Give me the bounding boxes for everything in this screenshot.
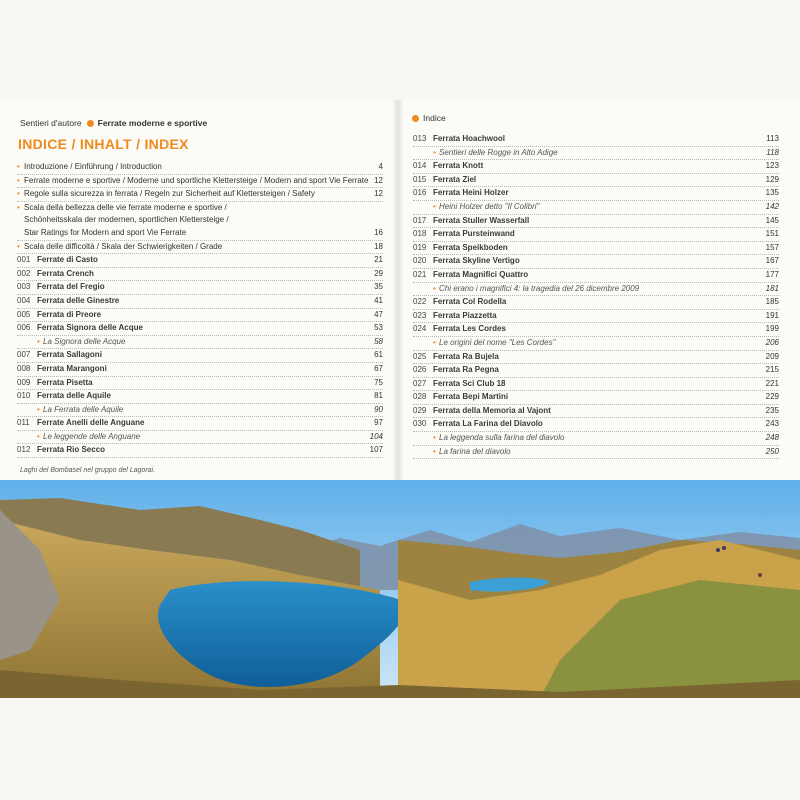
toc-entry-story	[413, 432, 779, 446]
toc-entry-number: 015	[413, 174, 427, 184]
toc-entry-number: 010	[17, 391, 31, 401]
toc-entry-ferrata	[17, 390, 383, 404]
toc-entry-ferrata	[17, 377, 383, 391]
orange-bullet-icon: •	[433, 283, 436, 293]
toc-entry-number: 017	[413, 215, 427, 225]
toc-entry-label: Le origini del nome "Les Cordes"	[439, 337, 556, 347]
orange-bullet-icon: •	[17, 241, 20, 251]
toc-entry-number: 019	[413, 242, 427, 252]
toc-entry-ferrata	[17, 322, 383, 336]
toc-entry-story	[17, 404, 383, 418]
running-head-title: Indice	[423, 113, 446, 123]
toc-entry-intro	[17, 188, 383, 202]
toc-entry-ferrata	[17, 309, 383, 323]
orange-bullet-icon: •	[17, 202, 20, 212]
toc-entry-ferrata	[413, 405, 779, 419]
toc-entry-number: 006	[17, 323, 31, 333]
toc-entry-ferrata	[413, 174, 779, 188]
toc-entry-ferrata	[17, 268, 383, 282]
index-title: INDICE / INHALT / INDEX	[18, 136, 189, 152]
toc-entry-label: Ferrata delle Aquile	[37, 391, 111, 401]
toc-entry-ferrata	[413, 323, 779, 337]
toc-entry-ferrata	[17, 295, 383, 309]
running-head-author: Sentieri d'autore	[20, 118, 82, 128]
toc-entry-ferrata	[413, 269, 779, 283]
toc-entry-page: 129	[765, 174, 779, 184]
toc-entry-page: 61	[374, 350, 383, 360]
toc-entry-page: 167	[765, 256, 779, 266]
toc-entry-page: 199	[765, 324, 779, 334]
toc-entry-page: 248	[765, 433, 779, 443]
lake-landscape-illustration	[0, 480, 800, 698]
toc-entry-ferrata	[413, 228, 779, 242]
toc-entry-label: Ferrata Ziel	[433, 174, 477, 184]
toc-entry-page: 12	[374, 175, 383, 185]
toc-entry-label: Schönheitsskala der modernen, sportlichen Klettersteige /	[24, 215, 229, 225]
toc-entry-label: Ferrata Col Rodella	[433, 297, 507, 307]
orange-bullet-icon: •	[17, 189, 20, 199]
toc-entry-label: Ferrate Anelli delle Anguane	[37, 418, 145, 428]
toc-entry-page: 206	[765, 337, 779, 347]
toc-entry-page: 235	[765, 405, 779, 415]
toc-entry-number: 001	[17, 255, 31, 265]
orange-bullet-icon: •	[17, 162, 20, 171]
toc-entry-ferrata	[413, 255, 779, 269]
toc-entry-number: 029	[413, 405, 427, 415]
toc-entry-label: Ferrata Crench	[37, 268, 94, 278]
toc-entry-label: La leggenda sulla farina del diavolo	[439, 433, 565, 443]
toc-entry-number: 012	[17, 445, 31, 455]
toc-entry-page: 16	[374, 227, 383, 237]
toc-entry-page: 21	[374, 255, 383, 265]
toc-entry-number: 028	[413, 392, 427, 402]
toc-entry-intro-cont	[17, 227, 383, 241]
toc-entry-label: Heini Holzer detto "Il Colibri"	[439, 201, 540, 211]
toc-entry-page: 47	[374, 309, 383, 319]
photo-caption: Laghi del Bombasel nel gruppo del Lagorai.	[20, 467, 156, 474]
toc-entry-page: 142	[765, 201, 779, 211]
toc-entry-number: 027	[413, 378, 427, 388]
toc-entry-number: 020	[413, 256, 427, 266]
toc-entry-page: 191	[765, 310, 779, 320]
toc-entry-label: Ferrata Piazzetta	[433, 310, 497, 320]
toc-entry-page: 107	[369, 445, 383, 455]
toc-entry-page: 157	[765, 242, 779, 252]
toc-entry-label: Ferrata Knott	[433, 161, 484, 171]
orange-bullet-icon: •	[37, 431, 40, 441]
toc-entry-intro	[17, 161, 383, 175]
toc-entry-label: Ferrata di Preore	[37, 309, 102, 319]
toc-entry-label: Introduzione / Einführung / Introduction	[24, 162, 162, 171]
toc-entry-ferrata	[17, 444, 383, 458]
toc-entry-label: Ferrata Signora delle Acque	[37, 323, 143, 333]
toc-entry-intro	[17, 175, 383, 189]
toc-entry-number: 009	[17, 377, 31, 387]
toc-entry-page: 41	[374, 295, 383, 305]
toc-entry-ferrata	[413, 351, 779, 365]
toc-entry-label: Ferrata Ra Pegna	[433, 365, 499, 375]
toc-entry-ferrata	[17, 349, 383, 363]
toc-entry-page: 75	[374, 377, 383, 387]
toc-entry-label: La Signora delle Acque	[43, 336, 126, 346]
toc-entry-page: 29	[374, 268, 383, 278]
toc-entry-page: 229	[765, 392, 779, 402]
toc-entry-story	[413, 283, 779, 297]
toc-entry-page: 145	[765, 215, 779, 225]
toc-entry-ferrata	[413, 296, 779, 310]
toc-entry-ferrata	[17, 254, 383, 268]
orange-bullet-icon: •	[37, 404, 40, 414]
orange-bullet-icon: •	[433, 446, 436, 456]
toc-entry-intro	[17, 202, 383, 215]
toc-entry-label: Ferrata Sallagoni	[37, 350, 102, 360]
toc-entry-label: La Ferrata delle Aquile	[43, 404, 124, 414]
toc-entry-ferrata	[413, 133, 779, 147]
toc-entry-label: Ferrata Stuller Wasserfall	[433, 215, 530, 225]
toc-entry-page: 104	[369, 431, 383, 441]
toc-entry-number: 002	[17, 268, 31, 278]
table-of-contents-left	[17, 161, 383, 458]
toc-entry-label: Ferrata Ra Bujela	[433, 351, 499, 361]
toc-entry-number: 016	[413, 188, 427, 198]
toc-entry-label: Ferrata delle Ginestre	[37, 295, 120, 305]
toc-entry-label: Ferrata Marangoni	[37, 363, 107, 373]
toc-entry-story	[413, 446, 779, 460]
toc-entry-story	[413, 147, 779, 161]
toc-entry-ferrata	[413, 364, 779, 378]
toc-entry-page: 12	[374, 189, 383, 199]
toc-entry-number: 030	[413, 419, 427, 429]
right-running-head	[412, 113, 446, 123]
toc-entry-label: Ferrate moderne e sportive / Moderne und sportliche Klettersteige / Modern and sport Vie Ferrate	[24, 175, 369, 185]
toc-entry-label: La farina del diavolo	[439, 446, 511, 456]
toc-entry-intro-cont	[17, 214, 383, 227]
toc-entry-label: Ferrata La Farina del Diavolo	[433, 419, 543, 429]
toc-entry-number: 011	[17, 418, 30, 428]
toc-entry-number: 005	[17, 309, 31, 319]
toc-entry-story	[413, 201, 779, 215]
toc-entry-label: Scala delle difficoltà / Skala der Schwierigkeiten / Grade	[24, 241, 223, 251]
toc-entry-page: 177	[765, 269, 779, 279]
toc-entry-label: Ferrata della Memoria al Vajont	[433, 405, 551, 415]
toc-entry-number: 022	[413, 297, 427, 307]
orange-bullet-icon	[87, 120, 94, 127]
toc-entry-label: Ferrata Sci Club 18	[433, 378, 506, 388]
toc-entry-page: 151	[765, 229, 779, 239]
toc-entry-number: 014	[413, 161, 427, 171]
toc-entry-story	[17, 336, 383, 350]
toc-entry-label: Ferrata Les Cordes	[433, 324, 506, 334]
toc-entry-page: 53	[374, 323, 383, 333]
toc-entry-number: 021	[413, 269, 427, 279]
toc-entry-page: 35	[374, 282, 383, 292]
toc-entry-number: 007	[17, 350, 31, 360]
toc-entry-ferrata	[413, 391, 779, 405]
toc-entry-label: Star Ratings for Modern and sport Vie Ferrate	[24, 227, 187, 237]
toc-entry-page: 18	[374, 241, 383, 251]
toc-entry-page: 221	[765, 378, 779, 388]
toc-entry-story	[413, 337, 779, 351]
toc-entry-ferrata	[17, 363, 383, 377]
orange-bullet-icon: •	[17, 175, 20, 185]
toc-entry-page: 181	[765, 283, 779, 293]
toc-entry-number: 008	[17, 363, 31, 373]
toc-entry-page: 4	[378, 162, 383, 171]
toc-entry-label: Ferrata del Fregio	[37, 282, 105, 292]
toc-entry-ferrata	[413, 160, 779, 174]
book-gutter	[392, 100, 404, 480]
orange-bullet-icon: •	[433, 337, 436, 347]
toc-entry-page: 215	[765, 365, 779, 375]
toc-entry-label: Ferrate di Casto	[37, 255, 98, 265]
toc-entry-number: 004	[17, 295, 31, 305]
toc-entry-label: Ferrata Speikboden	[433, 242, 508, 252]
orange-bullet-icon: •	[433, 201, 436, 211]
toc-entry-label: Le leggende delle Anguane	[43, 431, 141, 441]
toc-entry-number: 003	[17, 282, 31, 292]
toc-entry-label: Ferrata Pisetta	[37, 377, 93, 387]
table-of-contents-right	[413, 133, 779, 459]
toc-entry-ferrata	[17, 281, 383, 295]
orange-bullet-icon: •	[433, 433, 436, 443]
toc-entry-number: 013	[413, 134, 427, 143]
orange-bullet-icon: •	[37, 336, 40, 346]
toc-entry-ferrata	[413, 310, 779, 324]
toc-entry-page: 67	[374, 363, 383, 373]
toc-entry-story	[17, 431, 383, 445]
toc-entry-ferrata	[17, 417, 383, 431]
toc-entry-label: Ferrata Bepi Martini	[433, 392, 509, 402]
toc-entry-label: Ferrata Magnifici Quattro	[433, 269, 529, 279]
toc-entry-label: Regole sulla sicurezza in ferrata / Regeln zur Sicherheit auf Klettersteigen / Safety	[24, 189, 315, 199]
toc-entry-page: 243	[765, 419, 779, 429]
toc-entry-label: Chi erano i magnifici 4: la tragedia del 26 dicembre 2009	[439, 283, 640, 293]
toc-entry-page: 58	[374, 336, 383, 346]
toc-entry-page: 250	[765, 446, 779, 456]
toc-entry-label: Sentieri delle Rogge in Alto Adige	[439, 147, 558, 157]
toc-entry-label: Ferrata Skyline Vertigo	[433, 256, 520, 266]
toc-entry-ferrata	[413, 242, 779, 256]
toc-entry-page: 185	[765, 297, 779, 307]
toc-entry-page: 209	[765, 351, 779, 361]
toc-entry-page: 113	[766, 134, 779, 143]
toc-entry-label: Ferrata Rio Secco	[37, 445, 106, 455]
toc-entry-page: 135	[765, 188, 779, 198]
toc-entry-number: 026	[413, 365, 427, 375]
toc-entry-intro	[17, 241, 383, 255]
toc-entry-page: 123	[765, 161, 779, 171]
toc-entry-ferrata	[413, 187, 779, 201]
toc-entry-number: 024	[413, 324, 427, 334]
orange-bullet-icon: •	[433, 147, 436, 157]
toc-entry-label: Ferrata Heini Holzer	[433, 188, 509, 198]
toc-entry-number: 018	[413, 229, 427, 239]
toc-entry-number: 023	[413, 310, 427, 320]
toc-entry-page: 90	[374, 404, 383, 414]
panorama-photo	[0, 480, 800, 698]
running-head-section: Ferrate moderne e sportive	[97, 118, 208, 128]
left-running-head	[20, 118, 207, 128]
orange-bullet-icon	[412, 115, 419, 122]
toc-entry-ferrata	[413, 418, 779, 432]
toc-entry-ferrata	[413, 378, 779, 392]
toc-entry-page: 81	[374, 391, 383, 401]
toc-entry-page: 97	[374, 418, 383, 428]
toc-entry-page: 118	[766, 147, 779, 157]
toc-entry-label: Ferrata Hoachwool	[433, 134, 506, 143]
toc-entry-label: Ferrata Pursteinwand	[433, 229, 515, 239]
toc-entry-number: 025	[413, 351, 427, 361]
toc-entry-ferrata	[413, 215, 779, 229]
toc-entry-label: Scala della bellezza delle vie ferrate moderne e sportive /	[24, 202, 227, 212]
